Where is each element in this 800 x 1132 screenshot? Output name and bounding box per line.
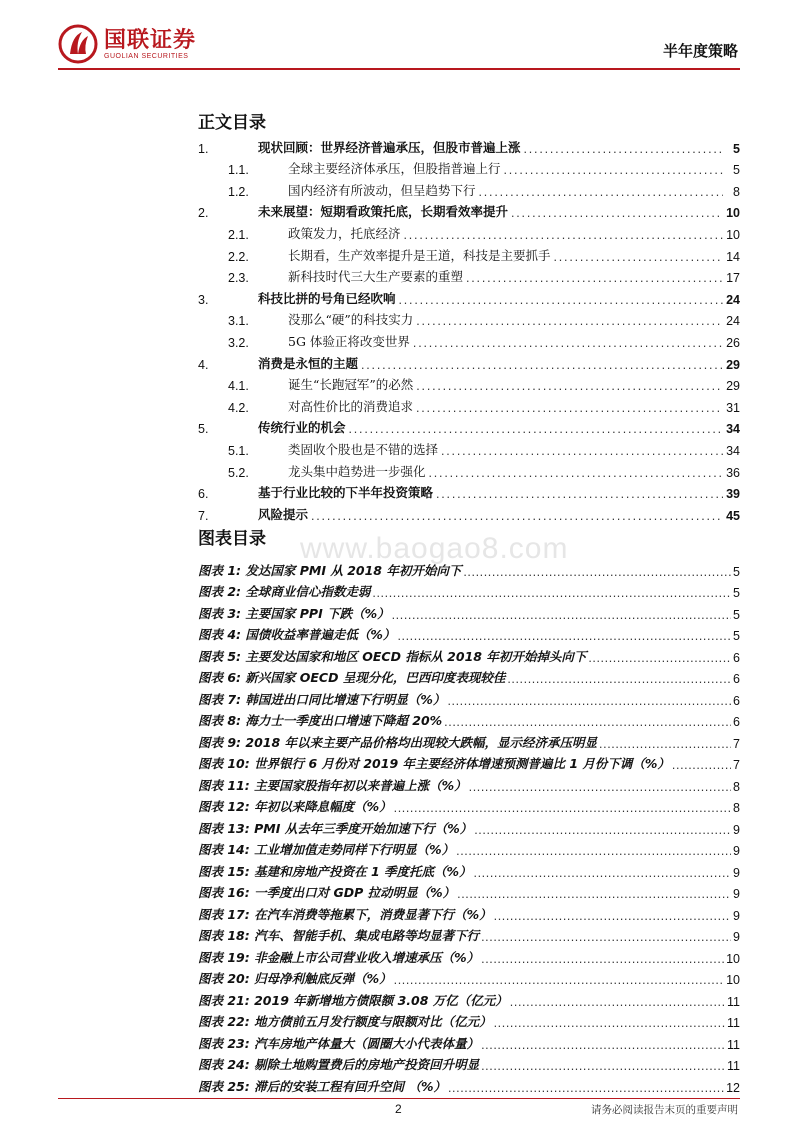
figure-entry-label: 图表 9: 2018 年以来主要产品价格均出现较大跌幅，显示经济承压明显: [198, 734, 598, 750]
figure-entry[interactable]: [198, 966, 740, 988]
toc-entry-label: 龙头集中趋势进一步强化: [288, 463, 426, 479]
figure-leader-dots: [444, 715, 731, 729]
toc-leader-dots: [416, 379, 723, 393]
figure-entry-label: 图表 25: 滞后的安装工程有回升空间 （%）: [198, 1078, 446, 1094]
toc-leader-dots: [504, 163, 723, 177]
figure-entry[interactable]: [198, 579, 740, 601]
toc-entry-number: 4.1.: [228, 379, 249, 394]
toc-entry[interactable]: [198, 480, 740, 502]
figure-entry[interactable]: [198, 1052, 740, 1074]
figure-entry-page: 5: [733, 629, 740, 643]
toc-entry-page: 24: [726, 292, 740, 307]
figure-entry-page: 5: [733, 586, 740, 600]
toc-entry-page: 17: [726, 271, 740, 286]
figure-entry[interactable]: [198, 1073, 740, 1095]
figure-leader-dots: [481, 1038, 725, 1052]
figure-entry-label: 图表 10: 世界银行 6 月份对 2019 年主要经济体增速预测普遍比 1 月份下调（%）: [198, 756, 670, 771]
toc-leader-dots: [466, 271, 723, 285]
toc-entry-label: 基于行业比较的下半年投资策略: [258, 485, 434, 501]
figure-entry-page: 7: [733, 758, 740, 772]
toc-entry-number: 4.2.: [228, 400, 249, 415]
toc-entry-label: 国内经济有所波动，但呈趋势下行: [288, 182, 476, 198]
toc-entry-label: 消费是永恒的主题: [258, 355, 359, 371]
toc-entry-number: 4.: [198, 357, 209, 372]
figure-entry[interactable]: [198, 557, 740, 579]
figure-entry-label: 图表 20: 归母净利触底反弹（%）: [198, 971, 392, 986]
figure-entry-page: 9: [733, 908, 740, 923]
toc-entry-page: 36: [726, 465, 740, 480]
page-number: 2: [395, 1102, 402, 1116]
toc-entry-page: 5: [733, 141, 740, 156]
figure-leader-dots: [456, 844, 731, 858]
figure-leader-dots: [481, 952, 724, 966]
table-of-contents: [198, 134, 740, 523]
figure-leader-dots: [394, 801, 731, 815]
figure-entry-label: 图表 8: 海力士一季度出口增速下降超 20%: [198, 713, 443, 728]
toc-entry[interactable]: [198, 264, 740, 286]
toc-entry-page: 34: [726, 422, 740, 437]
toc-entry-label: 类固收个股也是不错的选择: [288, 441, 439, 457]
figure-entry-label: 图表 15: 基建和房地产投资在 1 季度托底（%）: [198, 863, 472, 879]
figure-entry-page: 6: [733, 650, 740, 665]
toc-entry-page: 29: [726, 379, 740, 394]
figure-entry-label: 图表 14: 工业增加值走势同样下行明显（%）: [198, 842, 455, 857]
figure-entry-page: 5: [733, 564, 740, 579]
figure-leader-dots: [481, 930, 731, 944]
toc-entry-label: 风险提示: [258, 506, 309, 522]
figure-leader-dots: [392, 608, 731, 622]
figure-leader-dots: [510, 995, 725, 1009]
figure-entry[interactable]: [198, 600, 740, 622]
toc-entry[interactable]: [198, 350, 740, 372]
figure-leader-dots: [507, 672, 731, 686]
toc-entry-page: 34: [726, 443, 740, 458]
figure-entry-label: 图表 11: 主要国家股指年初以来普遍上涨（%）: [198, 777, 467, 793]
watermark: www.baogao8.com: [300, 532, 569, 565]
toc-entry-number: 2.1.: [228, 227, 249, 242]
figure-entry-label: 图表 19: 非金融上市公司营业收入增速承压（%）: [198, 949, 480, 965]
figure-entry[interactable]: [198, 901, 740, 923]
figure-entry[interactable]: [198, 794, 740, 816]
figure-leader-dots: [469, 780, 731, 794]
figure-leader-dots: [463, 565, 731, 579]
figure-entry-label: 图表 2: 全球商业信心指数走弱: [198, 584, 371, 599]
toc-entry[interactable]: [198, 501, 740, 523]
figure-entry-label: 图表 16: 一季度出口对 GDP 拉动明显（%）: [198, 885, 456, 900]
figure-leader-dots: [481, 1059, 725, 1073]
figure-leader-dots: [447, 694, 731, 708]
toc-leader-dots: [416, 401, 723, 415]
figure-entry-page: 9: [733, 822, 740, 837]
figure-entry[interactable]: [198, 729, 740, 751]
toc-leader-dots: [361, 358, 723, 372]
toc-entry-page: 45: [726, 508, 740, 523]
figure-entry-page: 8: [733, 801, 740, 815]
figure-entry-label: 图表 22: 地方债前五月发行额度与限额对比（亿元）: [198, 1014, 492, 1029]
toc-entry-number: 5.: [198, 422, 209, 437]
toc-entry-number: 1.2.: [228, 184, 249, 199]
figure-list: [198, 557, 740, 1095]
toc-entry-label: 传统行业的机会: [258, 420, 346, 436]
toc-leader-dots: [436, 487, 723, 501]
toc-entry-number: 3.: [198, 292, 209, 307]
figure-entry-page: 6: [733, 672, 740, 686]
figure-entry-label: 图表 1: 发达国家 PMI 从 2018 年初开始向下: [198, 562, 462, 578]
toc-leader-dots: [441, 444, 723, 458]
header-divider: [58, 68, 740, 70]
toc-leader-dots: [511, 206, 723, 220]
figure-entry[interactable]: [198, 1030, 740, 1052]
figure-entry-label: 图表 17: 在汽车消费等拖累下，消费显著下行（%）: [198, 906, 492, 922]
toc-entry[interactable]: [198, 134, 740, 156]
toc-title: 正文目录: [198, 113, 266, 133]
toc-entry-number: 5.1.: [228, 443, 249, 458]
toc-entry-label: 全球主要经济体承压，但股指普遍上行: [288, 161, 501, 177]
toc-entry-page: 10: [726, 206, 740, 221]
figure-entry[interactable]: [198, 665, 740, 687]
figure-entry-page: 9: [733, 930, 740, 944]
footer-divider: [58, 1098, 740, 1099]
figure-leader-dots: [494, 1016, 725, 1030]
toc-entry-page: 26: [726, 335, 740, 350]
figure-entry[interactable]: [198, 923, 740, 945]
toc-leader-dots: [524, 142, 723, 156]
logo-chinese-name: 国联证券: [104, 27, 197, 53]
figure-entry-page: 9: [733, 865, 740, 880]
toc-entry[interactable]: [198, 328, 740, 350]
toc-entry[interactable]: [198, 436, 740, 458]
toc-entry-number: 3.2.: [228, 335, 249, 350]
figure-entry-label: 图表 3: 主要国家 PPI 下跌（%）: [198, 605, 390, 621]
toc-entry[interactable]: [198, 415, 740, 437]
figure-entry-page: 11: [727, 1037, 740, 1052]
figure-entry-label: 图表 18: 汽车、智能手机、集成电路等均显著下行: [198, 928, 480, 943]
toc-entry[interactable]: [198, 199, 740, 221]
toc-entry-number: 2.3.: [228, 271, 249, 286]
toc-entry-page: 39: [726, 487, 740, 502]
toc-entry[interactable]: [198, 372, 740, 394]
toc-leader-dots: [429, 466, 723, 480]
guolian-logo-icon: [58, 24, 98, 64]
figure-entry-page: 5: [733, 607, 740, 622]
figure-entry[interactable]: [198, 837, 740, 859]
figure-entry-page: 12: [726, 1080, 740, 1095]
toc-entry[interactable]: [198, 285, 740, 307]
figure-entry-page: 10: [726, 951, 740, 966]
figure-leader-dots: [494, 909, 731, 923]
figure-entry-page: 7: [733, 736, 740, 751]
toc-leader-dots: [416, 314, 723, 328]
figure-leader-dots: [372, 586, 731, 600]
toc-entry-label: 长期看，生产效率提升是王道，科技是主要抓手: [288, 247, 551, 263]
toc-entry-label: 政策发力，托底经济: [288, 225, 401, 241]
toc-entry[interactable]: [198, 393, 740, 415]
toc-entry-label: 新科技时代三大生产要素的重塑: [288, 269, 464, 285]
figure-entry-label: 图表 12: 年初以来降息幅度（%）: [198, 799, 392, 814]
toc-entry-number: 1.: [198, 141, 209, 156]
figure-entry-label: 图表 6: 新兴国家 OECD 呈现分化，巴西印度表现较佳: [198, 670, 506, 685]
figure-entry[interactable]: [198, 1009, 740, 1031]
toc-entry-label: 5G 体验正将改变世界: [288, 333, 410, 349]
toc-entry-label: 科技比拼的号角已经吹响: [258, 290, 396, 306]
toc-entry-page: 14: [726, 249, 740, 264]
figure-entry-label: 图表 23: 汽车房地产体量大（圆圈大小代表体量）: [198, 1035, 480, 1051]
figure-entry[interactable]: [198, 643, 740, 665]
logo-english-name: GUOLIAN SECURITIES: [104, 52, 189, 60]
toc-entry[interactable]: [198, 220, 740, 242]
toc-entry-page: 31: [726, 400, 740, 415]
figure-leader-dots: [474, 866, 732, 880]
figure-entry-label: 图表 21: 2019 年新增地方债限额 3.08 万亿（亿元）: [198, 992, 508, 1008]
toc-entry[interactable]: [198, 156, 740, 178]
figure-leader-dots: [588, 651, 731, 665]
disclaimer-note: 请务必阅读报告末页的重要声明: [591, 1104, 738, 1116]
toc-entry-number: 2.2.: [228, 249, 249, 264]
toc-entry-label: 对高性价比的消费追求: [288, 398, 414, 414]
figure-entry-label: 图表 24: 剔除土地购置费后的房地产投资回升明显: [198, 1057, 480, 1072]
toc-entry-number: 1.1.: [228, 163, 249, 178]
figure-entry[interactable]: [198, 944, 740, 966]
figure-entry-page: 8: [733, 779, 740, 794]
figure-entry-page: 11: [727, 1016, 740, 1030]
toc-leader-dots: [404, 228, 723, 242]
figure-leader-dots: [457, 887, 731, 901]
toc-entry[interactable]: [198, 177, 740, 199]
figure-entry[interactable]: [198, 880, 740, 902]
figure-leader-dots: [672, 758, 731, 772]
figure-entry-page: 11: [727, 994, 740, 1009]
toc-leader-dots: [311, 509, 723, 523]
figure-leader-dots: [397, 629, 731, 643]
toc-entry-page: 29: [726, 357, 740, 372]
figure-entry-page: 11: [727, 1059, 740, 1073]
toc-leader-dots: [349, 422, 723, 436]
figure-entry[interactable]: [198, 815, 740, 837]
figure-leader-dots: [394, 973, 724, 987]
figure-entry[interactable]: [198, 686, 740, 708]
page-header: [0, 0, 800, 80]
figure-entry-page: 9: [733, 887, 740, 901]
toc-entry-label: 没那么“硬”的科技实力: [288, 312, 414, 328]
toc-entry-label: 现状回顾：世界经济普遍承压，但股市普遍上涨: [258, 139, 521, 155]
figure-entry-label: 图表 5: 主要发达国家和地区 OECD 指标从 2018 年初开始掉头向下: [198, 648, 587, 664]
toc-entry-number: 5.2.: [228, 465, 249, 480]
figure-entry-page: 9: [733, 844, 740, 858]
toc-entry-label: 未来展望：短期看政策托底，长期看效率提升: [258, 204, 509, 220]
figure-entry-label: 图表 7: 韩国进出口同比增速下行明显（%）: [198, 691, 446, 707]
figure-entry-label: 图表 4: 国债收益率普遍走低（%）: [198, 627, 396, 642]
figure-leader-dots: [448, 1081, 724, 1095]
toc-leader-dots: [399, 293, 723, 307]
report-type: 半年度策略: [662, 42, 738, 60]
guolian-logo: [58, 24, 196, 64]
figure-entry[interactable]: [198, 858, 740, 880]
figure-entry-page: 10: [726, 973, 740, 987]
figure-entry-page: 6: [733, 715, 740, 729]
figure-entry[interactable]: [198, 987, 740, 1009]
toc-entry-number: 6.: [198, 487, 209, 502]
figure-entry[interactable]: [198, 708, 740, 730]
toc-leader-dots: [554, 250, 723, 264]
toc-entry[interactable]: [198, 307, 740, 329]
figure-entry[interactable]: [198, 622, 740, 644]
toc-entry-number: 2.: [198, 206, 209, 221]
toc-entry-page: 5: [733, 163, 740, 178]
toc-entry-page: 8: [733, 184, 740, 199]
toc-leader-dots: [479, 185, 723, 199]
toc-entry-number: 7.: [198, 508, 209, 523]
figure-entry[interactable]: [198, 772, 740, 794]
figure-entry[interactable]: [198, 751, 740, 773]
figure-leader-dots: [474, 823, 731, 837]
figure-list-title: 图表目录: [198, 529, 266, 549]
figure-leader-dots: [599, 737, 731, 751]
toc-entry-number: 3.1.: [228, 314, 249, 329]
toc-entry-page: 24: [726, 314, 740, 329]
figure-entry-label: 图表 13: PMI 从去年三季度开始加速下行（%）: [198, 820, 473, 836]
toc-leader-dots: [413, 336, 723, 350]
toc-entry-page: 10: [726, 227, 740, 242]
toc-entry-label: 诞生“长跑冠军”的必然: [288, 377, 414, 393]
figure-entry-page: 6: [733, 693, 740, 708]
toc-entry[interactable]: [198, 458, 740, 480]
toc-entry[interactable]: [198, 242, 740, 264]
